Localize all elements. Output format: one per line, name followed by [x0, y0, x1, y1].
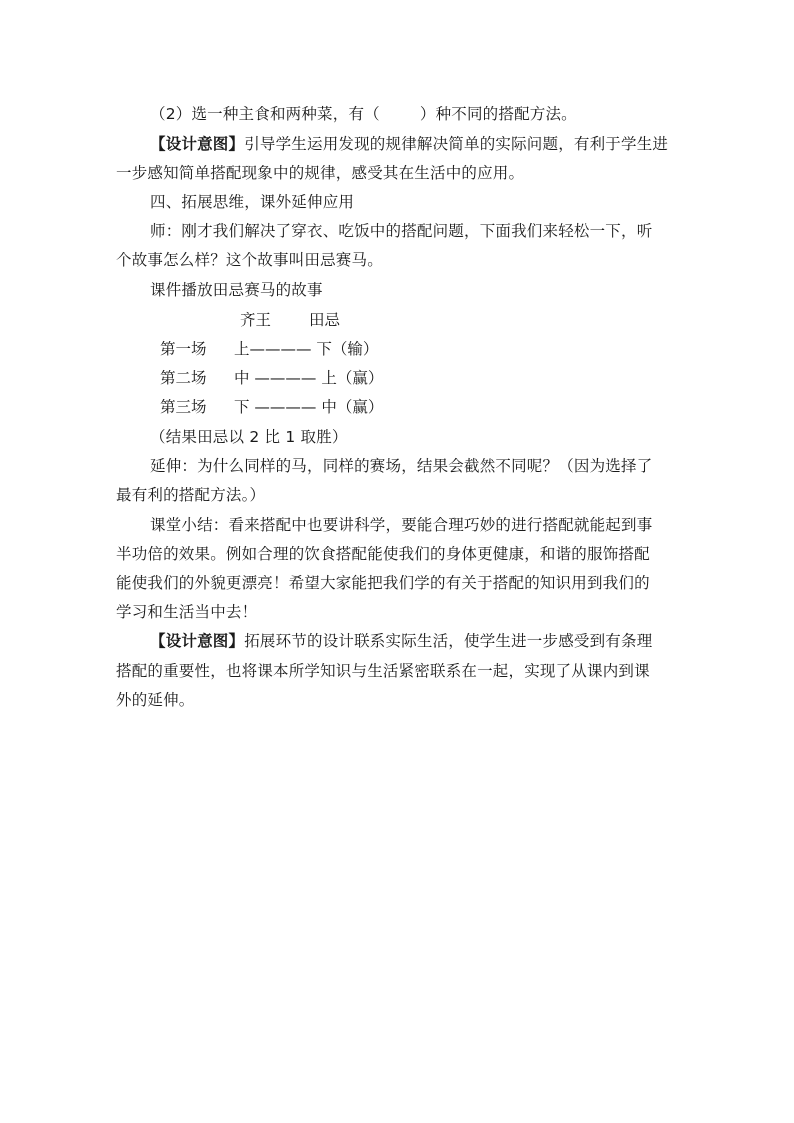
section-4-heading: 四、拓展思维，课外延伸应用	[150, 193, 355, 211]
race-match-2: 中 ———— 上（赢）	[234, 369, 384, 387]
race-match-1: 上———— 下（输）	[234, 340, 379, 358]
summary-line-4: 学习和生活当中去！	[116, 603, 258, 621]
summary-line-3: 能使我们的外貌更漂亮！希望大家能把我们学的有关于搭配的知识用到我们的	[116, 574, 650, 592]
design-intent-1-text-1: 引导学生运用发现的规律解决简单的实际问题，有利于学生进	[244, 135, 669, 153]
question-2-text-a: （2）选一种主食和两种菜，有（	[150, 105, 380, 123]
summary-line-2: 半功倍的效果。例如合理的饮食搭配能使我们的身体更健康，和谐的服饰搭配	[116, 545, 650, 563]
teacher-line-2: 个故事怎么样？这个故事叫田忌赛马。	[116, 251, 383, 269]
courseware-line: 课件播放田忌赛马的故事	[150, 281, 323, 299]
extension-line-2: 最有利的搭配方法。）	[116, 486, 266, 504]
teacher-line-1: 师：刚才我们解决了穿衣、吃饭中的搭配问题，下面我们来轻松一下，听	[150, 222, 653, 240]
race-round-1: 第一场	[160, 340, 207, 358]
race-round-2: 第二场	[160, 369, 207, 387]
design-intent-2-line-2: 搭配的重要性，也将课本所学知识与生活紧密联系在一起，实现了从课内到课	[116, 662, 650, 680]
race-header-tianji: 田忌	[309, 311, 341, 329]
design-intent-2-tag: 【设计意图】	[150, 632, 245, 650]
design-intent-1-line-2: 一步感知简单搭配现象中的规律，感受其在生活中的应用。	[116, 164, 525, 182]
summary-line-1: 课堂小结：看来搭配中也要讲科学，要能合理巧妙的进行搭配就能起到事	[150, 516, 653, 534]
extension-line-1: 延伸：为什么同样的马，同样的赛场，结果会截然不同呢？（因为选择了	[150, 457, 653, 475]
race-header-king: 齐王	[240, 311, 272, 329]
race-match-3: 下 ———— 中（赢）	[234, 398, 384, 416]
design-intent-2-line-3: 外的延伸。	[116, 691, 195, 709]
race-round-3: 第三场	[160, 398, 207, 416]
design-intent-2-text-1: 拓展环节的设计联系实际生活，使学生进一步感受到有条理	[244, 632, 653, 650]
result-line: （结果田忌以 2 比 1 取胜）	[150, 428, 348, 446]
question-2	[150, 104, 577, 124]
question-2-text-b: ）种不同的搭配方法。	[419, 105, 577, 123]
design-intent-1-line-1	[150, 134, 668, 154]
design-intent-1-tag: 【设计意图】	[150, 135, 245, 153]
design-intent-2-line-1	[150, 631, 652, 651]
